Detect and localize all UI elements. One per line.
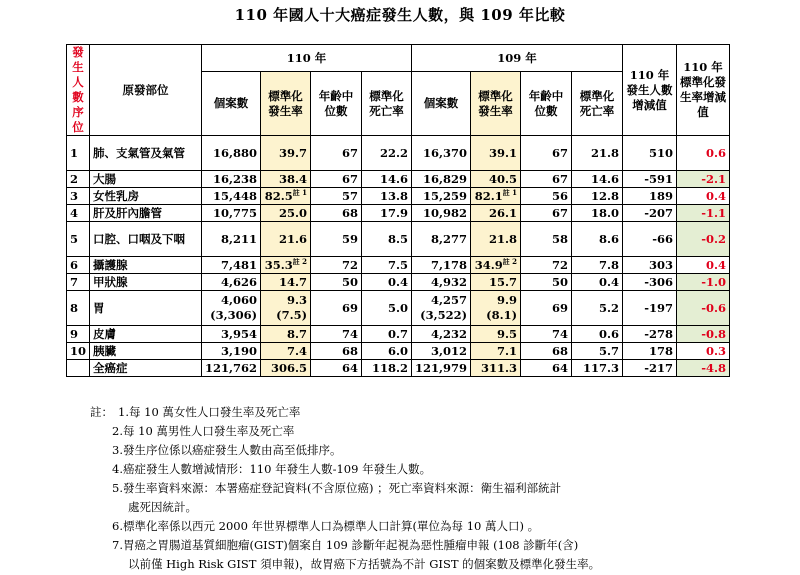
cases-109-cell: 121,979 (412, 360, 471, 377)
asr-mortality-110-cell: 6.0 (362, 343, 412, 360)
cases-109-cell: 15,259 (412, 188, 471, 205)
header-asr-incidence-110: 標準化發生率 (261, 72, 311, 136)
asr-mortality-109-cell: 14.6 (572, 171, 623, 188)
asr-mortality-110-cell: 13.8 (362, 188, 412, 205)
asr-incidence-109-cell: 9.5 (471, 326, 521, 343)
asr-incidence-109-cell: 7.1 (471, 343, 521, 360)
table-row (67, 205, 730, 222)
asr-incidence-110-cell: 39.7 (261, 136, 311, 171)
median-age-109-cell: 67 (521, 205, 572, 222)
site-cell: 肺、支氣管及氣管 (90, 136, 202, 171)
median-age-109-cell: 67 (521, 136, 572, 171)
site-cell: 口腔、口咽及下咽 (90, 222, 202, 257)
asr-mortality-109-cell: 18.0 (572, 205, 623, 222)
table-row (67, 291, 730, 326)
asr-incidence-109-cell: 9.9 (8.1) (471, 291, 521, 326)
header-asr-mortality-110: 標準化死亡率 (362, 72, 412, 136)
median-age-109-cell: 64 (521, 360, 572, 377)
header-asr-change: 110 年標準化發生率增減值 (677, 45, 730, 136)
asr-change-cell: -0.6 (677, 291, 730, 326)
asr-incidence-109-cell: 26.1 (471, 205, 521, 222)
asr-change-cell: -1.0 (677, 274, 730, 291)
cases-109-cell: 10,982 (412, 205, 471, 222)
rank-cell: 10 (67, 343, 90, 360)
median-age-110-cell: 59 (311, 222, 362, 257)
site-cell: 皮膚 (90, 326, 202, 343)
median-age-110-cell: 69 (311, 291, 362, 326)
asr-mortality-109-cell: 7.8 (572, 257, 623, 274)
rank-cell (67, 360, 90, 377)
case-change-cell: -66 (623, 222, 677, 257)
header-site: 原發部位 (90, 45, 202, 136)
case-change-cell: -217 (623, 360, 677, 377)
rank-cell: 2 (67, 171, 90, 188)
table-row (67, 326, 730, 343)
asr-mortality-109-cell: 12.8 (572, 188, 623, 205)
median-age-110-cell: 67 (311, 171, 362, 188)
site-cell: 女性乳房 (90, 188, 202, 205)
asr-incidence-110-cell: 82.5$^{註 1}$ (261, 188, 311, 205)
asr-mortality-110-cell: 118.2 (362, 360, 412, 377)
cases-110-cell: 4,626 (202, 274, 261, 291)
header-median-age-110: 年齡中位數 (311, 72, 362, 136)
notes-label: 註： (90, 405, 113, 419)
page-title: 110 年國人十大癌症發生人數，與 109 年比較 (234, 6, 566, 24)
cases-109-cell: 8,277 (412, 222, 471, 257)
median-age-110-cell: 68 (311, 343, 362, 360)
cases-109-cell: 4,257 (3,522) (412, 291, 471, 326)
asr-change-cell: -2.1 (677, 171, 730, 188)
asr-change-cell: -0.8 (677, 326, 730, 343)
table-row (67, 188, 730, 205)
median-age-110-cell: 68 (311, 205, 362, 222)
cases-109-cell: 16,829 (412, 171, 471, 188)
table-row (67, 343, 730, 360)
asr-change-cell: 0.3 (677, 343, 730, 360)
case-change-cell: 303 (623, 257, 677, 274)
asr-change-cell: 0.4 (677, 257, 730, 274)
table-row (67, 136, 730, 171)
asr-incidence-110-cell: 38.4 (261, 171, 311, 188)
table-row (67, 222, 730, 257)
median-age-110-cell: 72 (311, 257, 362, 274)
median-age-109-cell: 50 (521, 274, 572, 291)
header-asr-mortality-109: 標準化死亡率 (572, 72, 623, 136)
cases-110-cell: 8,211 (202, 222, 261, 257)
cases-110-cell: 7,481 (202, 257, 261, 274)
cases-109-cell: 16,370 (412, 136, 471, 171)
site-cell: 大腸 (90, 171, 202, 188)
rank-cell: 8 (67, 291, 90, 326)
case-change-cell: -591 (623, 171, 677, 188)
case-change-cell: 510 (623, 136, 677, 171)
note-3: 3.發生序位係以癌症發生人數由高至低排序。 (112, 443, 342, 457)
cases-110-cell: 16,880 (202, 136, 261, 171)
header-case-change: 110 年發生人數增減值 (623, 45, 677, 136)
asr-mortality-110-cell: 17.9 (362, 205, 412, 222)
asr-incidence-110-cell: 8.7 (261, 326, 311, 343)
asr-mortality-109-cell: 5.7 (572, 343, 623, 360)
asr-mortality-110-cell: 22.2 (362, 136, 412, 171)
asr-change-cell: -1.1 (677, 205, 730, 222)
asr-change-cell: -4.8 (677, 360, 730, 377)
note-2: 2.每 10 萬男性人口發生率及死亡率 (112, 424, 295, 438)
rank-cell: 6 (67, 257, 90, 274)
rank-cell: 1 (67, 136, 90, 171)
rank-cell: 3 (67, 188, 90, 205)
median-age-110-cell: 67 (311, 136, 362, 171)
asr-incidence-110-cell: 9.3 (7.5) (261, 291, 311, 326)
rank-cell: 5 (67, 222, 90, 257)
case-change-cell: -306 (623, 274, 677, 291)
asr-mortality-109-cell: 21.8 (572, 136, 623, 171)
cases-110-cell: 3,954 (202, 326, 261, 343)
cases-109-cell: 4,232 (412, 326, 471, 343)
header-rank: 發生人數序位 (67, 45, 90, 136)
rank-cell: 9 (67, 326, 90, 343)
cancer-incidence-table (66, 44, 730, 377)
table-row (67, 360, 730, 377)
median-age-109-cell: 72 (521, 257, 572, 274)
asr-change-cell: 0.6 (677, 136, 730, 171)
asr-mortality-109-cell: 8.6 (572, 222, 623, 257)
case-change-cell: 178 (623, 343, 677, 360)
footnotes (90, 403, 790, 574)
asr-incidence-109-cell: 39.1 (471, 136, 521, 171)
asr-mortality-110-cell: 7.5 (362, 257, 412, 274)
note-6: 6.標準化率係以西元 2000 年世界標準人口為標準人口計算(單位為每 10 萬人口) 。 (112, 519, 540, 533)
asr-mortality-110-cell: 14.6 (362, 171, 412, 188)
case-change-cell: -197 (623, 291, 677, 326)
table-row (67, 274, 730, 291)
asr-mortality-110-cell: 0.7 (362, 326, 412, 343)
header-year-109: 109 年 (412, 45, 623, 72)
cases-109-cell: 4,932 (412, 274, 471, 291)
asr-incidence-110-cell: 7.4 (261, 343, 311, 360)
asr-mortality-109-cell: 117.3 (572, 360, 623, 377)
rank-cell: 4 (67, 205, 90, 222)
table-row (67, 257, 730, 274)
note-5-continued: 處死因統計。 (128, 500, 197, 514)
asr-incidence-110-cell: 35.3$^{註 2}$ (261, 257, 311, 274)
median-age-109-cell: 69 (521, 291, 572, 326)
table-row (67, 171, 730, 188)
asr-mortality-109-cell: 5.2 (572, 291, 623, 326)
asr-mortality-110-cell: 8.5 (362, 222, 412, 257)
median-age-110-cell: 74 (311, 326, 362, 343)
cases-110-cell: 3,190 (202, 343, 261, 360)
site-cell: 全癌症 (90, 360, 202, 377)
note-7-continued: 以前僅 High Risk GIST 須申報)，故胃癌下方括號為不計 GIST 的個案數及標準化發生率。 (128, 557, 601, 571)
site-cell: 胃 (90, 291, 202, 326)
header-cases-109: 個案數 (412, 72, 471, 136)
asr-mortality-109-cell: 0.4 (572, 274, 623, 291)
median-age-109-cell: 58 (521, 222, 572, 257)
rank-cell: 7 (67, 274, 90, 291)
asr-incidence-110-cell: 21.6 (261, 222, 311, 257)
median-age-109-cell: 74 (521, 326, 572, 343)
asr-incidence-109-cell: 34.9$^{註 2}$ (471, 257, 521, 274)
median-age-109-cell: 68 (521, 343, 572, 360)
asr-change-cell: 0.4 (677, 188, 730, 205)
cases-109-cell: 3,012 (412, 343, 471, 360)
median-age-109-cell: 56 (521, 188, 572, 205)
cases-110-cell: 121,762 (202, 360, 261, 377)
header-asr-incidence-109: 標準化發生率 (471, 72, 521, 136)
note-5: 5.發生率資料來源：本署癌症登記資料(不含原位癌) ；死亡率資料來源：衛生福利部統計 (112, 481, 562, 495)
header-year-110: 110 年 (202, 45, 412, 72)
asr-mortality-110-cell: 0.4 (362, 274, 412, 291)
cases-110-cell: 15,448 (202, 188, 261, 205)
header-cases-110: 個案數 (202, 72, 261, 136)
asr-incidence-110-cell: 14.7 (261, 274, 311, 291)
site-cell: 胰臟 (90, 343, 202, 360)
site-cell: 肝及肝內膽管 (90, 205, 202, 222)
case-change-cell: 189 (623, 188, 677, 205)
asr-incidence-109-cell: 311.3 (471, 360, 521, 377)
cases-109-cell: 7,178 (412, 257, 471, 274)
asr-incidence-109-cell: 82.1$^{註 1}$ (471, 188, 521, 205)
asr-incidence-110-cell: 306.5 (261, 360, 311, 377)
asr-incidence-110-cell: 25.0 (261, 205, 311, 222)
site-cell: 甲狀腺 (90, 274, 202, 291)
site-cell: 攝護腺 (90, 257, 202, 274)
case-change-cell: -278 (623, 326, 677, 343)
cases-110-cell: 16,238 (202, 171, 261, 188)
median-age-109-cell: 67 (521, 171, 572, 188)
asr-change-cell: -0.2 (677, 222, 730, 257)
asr-mortality-110-cell: 5.0 (362, 291, 412, 326)
header-median-age-109: 年齡中位數 (521, 72, 572, 136)
asr-incidence-109-cell: 40.5 (471, 171, 521, 188)
note-4: 4.癌症發生人數增減情形：110 年發生人數-109 年發生人數。 (112, 462, 432, 476)
asr-mortality-109-cell: 0.6 (572, 326, 623, 343)
median-age-110-cell: 57 (311, 188, 362, 205)
cases-110-cell: 4,060 (3,306) (202, 291, 261, 326)
median-age-110-cell: 64 (311, 360, 362, 377)
case-change-cell: -207 (623, 205, 677, 222)
asr-incidence-109-cell: 21.8 (471, 222, 521, 257)
asr-incidence-109-cell: 15.7 (471, 274, 521, 291)
note-1: 註： 1.每 10 萬女性人口發生率及死亡率 (90, 403, 790, 422)
median-age-110-cell: 50 (311, 274, 362, 291)
note-7: 7.胃癌之胃腸道基質細胞瘤(GIST)個案自 109 診斷年起視為惡性腫瘤申報 (108 診斷年(含) (112, 538, 579, 552)
cases-110-cell: 10,775 (202, 205, 261, 222)
